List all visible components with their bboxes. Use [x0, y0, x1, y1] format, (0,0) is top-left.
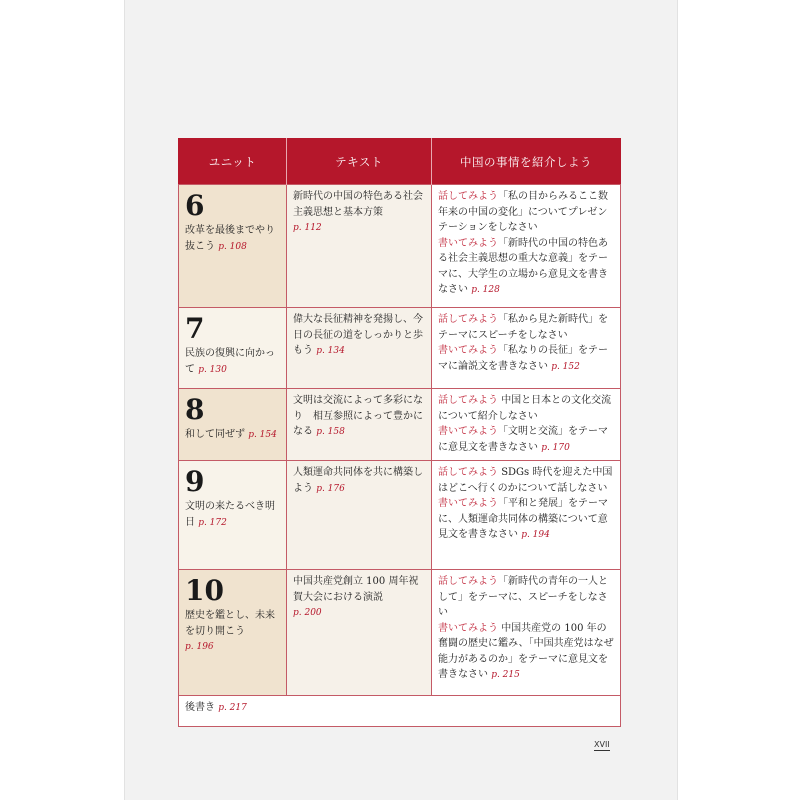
speak-task: SDGs 時代を迎えた中国はどこへ行くのかについて話しなさい	[438, 467, 613, 494]
write-task: 「私なりの長征」をテーマに論説文を書きなさい	[438, 345, 608, 372]
unit-cell	[179, 185, 287, 308]
text-page[interactable]: p. 200	[293, 608, 322, 618]
unit-cell	[179, 308, 287, 389]
unit-page[interactable]: p. 196	[185, 642, 214, 652]
write-label: 書いてみよう	[438, 345, 498, 356]
speak-label: 話してみよう	[438, 576, 498, 587]
speak-task: 「新時代の青年の一人として」をテーマに、スピーチをしなさい	[438, 576, 608, 618]
text-title[interactable]: 文明は交流によって多彩になり 相互参照によって豊かになる	[293, 395, 423, 437]
table-row	[179, 308, 621, 389]
text-page[interactable]: p. 112	[293, 223, 322, 233]
text-page[interactable]: p. 134	[316, 346, 345, 356]
table-row	[179, 185, 621, 308]
write-page[interactable]: p. 170	[541, 442, 570, 453]
table-row	[179, 570, 621, 696]
text-title[interactable]: 偉大な長征精神を発揚し、今日の長征の道をしっかりと歩もう	[293, 314, 423, 356]
china-cell	[432, 389, 621, 461]
china-cell	[432, 570, 621, 696]
write-page[interactable]: p. 215	[491, 670, 520, 680]
unit-title[interactable]: 民族の復興に向かって	[185, 348, 275, 375]
unit-page[interactable]: p. 130	[198, 364, 227, 375]
text-title[interactable]: 新時代の中国の特色ある社会主義思想と基本方策	[293, 191, 423, 218]
speak-label: 話してみよう	[438, 314, 498, 325]
table-header-row	[179, 139, 621, 185]
unit-cell	[179, 461, 287, 570]
unit-number: 8	[185, 393, 205, 426]
unit-number: 9	[185, 465, 205, 498]
unit-page[interactable]: p. 154	[248, 430, 277, 440]
text-cell	[287, 389, 432, 461]
afterword-label: 後書き	[185, 702, 215, 713]
unit-number: 10	[185, 574, 224, 607]
header-unit: ユニット	[179, 139, 287, 185]
afterword-row	[179, 696, 621, 727]
write-page[interactable]: p. 194	[521, 530, 550, 540]
page-folio: XVII	[594, 740, 610, 749]
table-row	[179, 461, 621, 570]
china-cell	[432, 185, 621, 308]
unit-number: 7	[185, 312, 205, 345]
unit-cell	[179, 389, 287, 461]
unit-page[interactable]: p. 172	[198, 517, 227, 528]
afterword-page[interactable]: p. 217	[218, 703, 247, 713]
header-china: 中国の事情を紹介しよう	[432, 139, 621, 185]
speak-task: 「私から見た新時代」をテーマにスピーチをしなさい	[438, 314, 608, 341]
china-cell	[432, 308, 621, 389]
contents-table	[178, 138, 621, 727]
write-task: 「平和と発展」をテーマに、人類運命共同体の構築について意見文を書きなさい	[438, 498, 608, 540]
speak-label: 話してみよう	[438, 395, 498, 406]
text-cell	[287, 570, 432, 696]
unit-title[interactable]: 和して同ぜず	[185, 429, 245, 440]
afterword-cell[interactable]	[179, 696, 621, 727]
write-page[interactable]: p. 152	[551, 361, 580, 372]
unit-page[interactable]: p. 108	[218, 241, 247, 252]
write-label: 書いてみよう	[438, 426, 498, 437]
text-cell	[287, 185, 432, 308]
write-task: 「新時代の中国の特色ある社会主義思想の重大な意義」をテーマに、大学生の立場から意見文を書きなさい	[438, 237, 608, 295]
text-page[interactable]: p. 176	[316, 483, 345, 494]
text-page[interactable]: p. 158	[316, 427, 345, 437]
unit-number: 6	[185, 189, 205, 222]
table-row	[179, 389, 621, 461]
speak-task: 「私の目からみるここ数年来の中国の変化」についてプレゼンテーションをしなさい	[438, 191, 608, 233]
write-task: 中国共産党の 100 年の奮闘の歴史に鑑み、「中国共産党はなぜ能力があるのか」をテーマに意見文を書きなさい	[438, 622, 614, 680]
unit-cell	[179, 570, 287, 696]
write-label: 書いてみよう	[438, 237, 498, 249]
text-cell	[287, 461, 432, 570]
unit-title[interactable]: 歴史を鑑とし、未来を切り開こう	[185, 610, 275, 637]
write-page[interactable]: p. 128	[471, 285, 500, 295]
speak-task: 中国と日本との文化交流について紹介しなさい	[438, 395, 612, 422]
unit-title[interactable]: 改革を最後までやり抜こう	[185, 225, 275, 252]
speak-label: 話してみよう	[438, 191, 498, 202]
text-cell	[287, 308, 432, 389]
text-title[interactable]: 中国共産党創立 100 周年祝賀大会における演説	[293, 576, 419, 603]
text-title[interactable]: 人類運命共同体を共に構築しよう	[293, 467, 423, 494]
china-cell	[432, 461, 621, 570]
speak-label: 話してみよう	[438, 467, 498, 478]
unit-title[interactable]: 文明の来たるべき明日	[185, 501, 275, 528]
write-label: 書いてみよう	[438, 498, 498, 509]
write-label: 書いてみよう	[438, 622, 498, 634]
header-text: テキスト	[287, 139, 432, 185]
write-task: 「文明と交流」をテーマに意見文を書きなさい	[438, 426, 608, 453]
